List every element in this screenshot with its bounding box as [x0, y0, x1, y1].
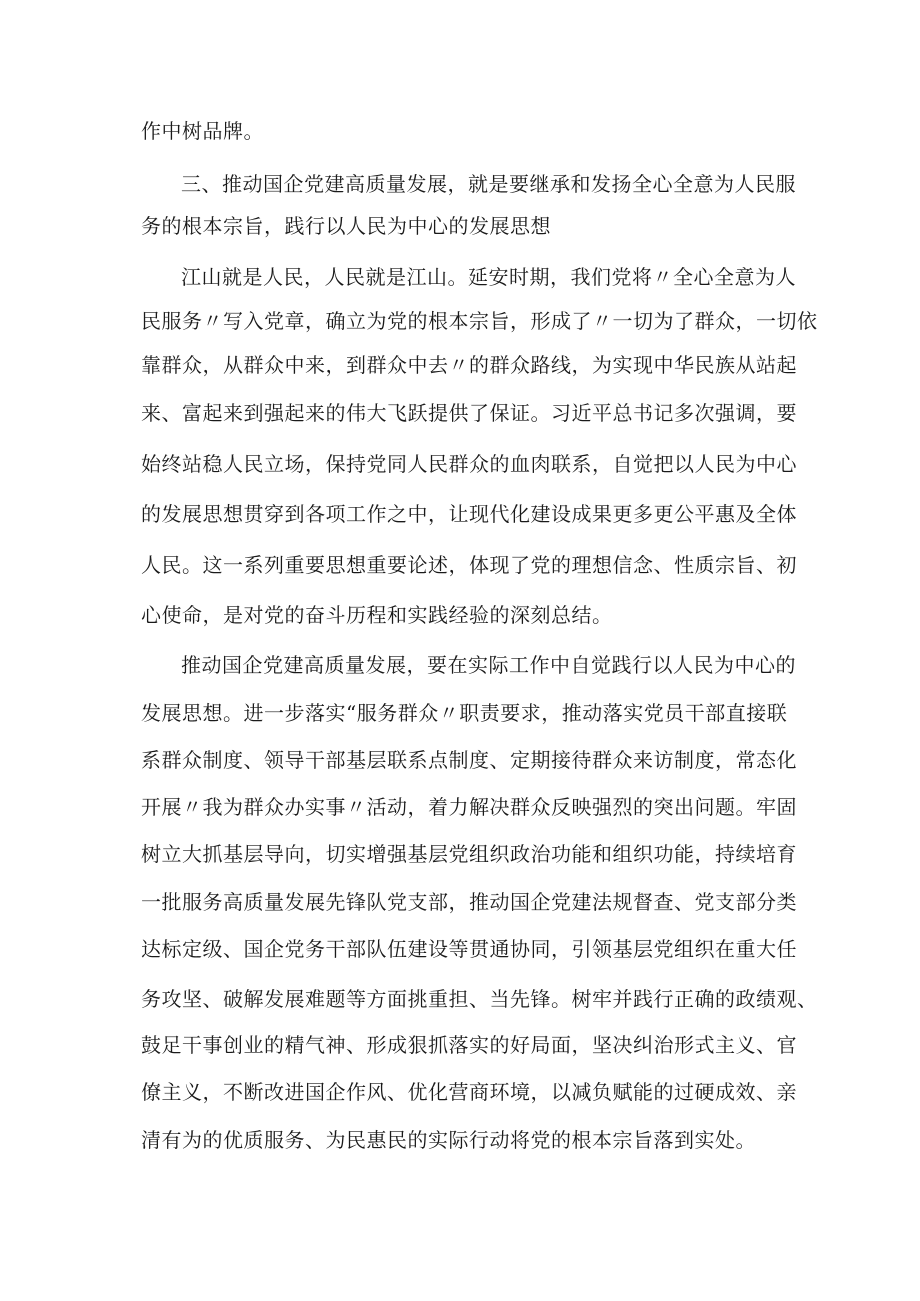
paragraph-line: 来、富起来到强起来的伟大飞跃提供了保证。习近平总书记多次强调，要: [141, 401, 797, 425]
paragraph-line: 开展〃我为群众办实事〃活动，着力解决群众反映强烈的突出问题。牢固: [141, 795, 797, 819]
paragraph-line: 人民。这一系列重要思想重要论述，体现了党的理想信念、性质宗旨、初: [141, 553, 797, 577]
paragraph-line: 一批服务高质量发展先锋队党支部，推动国企党建法规督查、党支部分类: [141, 890, 797, 914]
paragraph-line: 江山就是人民，人民就是江山。延安时期，我们党将〃全心全意为人: [181, 265, 796, 289]
paragraph-line: 僚主义，不断改进国企作风、优化营商环境，以减负赋能的过硬成效、亲: [141, 1080, 797, 1104]
paragraph-line: 务攻坚、破解发展难题等方面挑重担、当先锋。树牢并践行正确的政绩观、: [141, 987, 818, 1011]
paragraph-line: 作中树品牌。: [141, 119, 264, 143]
section-heading-line: 务的根本宗旨，践行以人民为中心的发展思想: [141, 214, 551, 238]
paragraph-line: 的发展思想贯穿到各项工作之中，让现代化建设成果更多更公平惠及全体: [141, 502, 797, 526]
paragraph-line: 靠群众，从群众中来，到群众中去〃的群众路线，为实现中华民族从站起: [141, 353, 797, 377]
paragraph-line: 达标定级、国企党务干部队伍建设等贯通协同，引领基层党组织在重大任: [141, 937, 797, 961]
paragraph-line: 民服务〃写入党章，确立为党的根本宗旨，形成了〃一切为了群众，一切依: [141, 309, 818, 333]
paragraph-line: 推动国企党建高质量发展，要在实际工作中自觉践行以人民为中心的: [181, 653, 796, 677]
paragraph-line: 鼓足干事创业的精气神、形成狠抓落实的好局面，坚决纠治形式主义、官: [141, 1033, 797, 1057]
paragraph-line: 系群众制度、领导干部基层联系点制度、定期接待群众来访制度，常态化: [141, 748, 797, 772]
section-heading-line: 三、推动国企党建高质量发展，就是要继承和发扬全心全意为人民服: [181, 172, 796, 196]
paragraph-line: 发展思想。进一步落实“服务群众〃职责要求，推动落实党员干部直接联: [141, 701, 788, 725]
paragraph-line: 树立大抓基层导向，切实增强基层党组织政治功能和组织功能，持续培育: [141, 842, 797, 866]
paragraph-line: 心使命，是对党的奋斗历程和实践经验的深刻总结。: [141, 603, 613, 627]
paragraph-line: 清有为的优质服务、为民惠民的实际行动将党的根本宗旨落到实处。: [141, 1128, 756, 1152]
paragraph-line: 始终站稳人民立场，保持党同人民群众的血肉联系，自觉把以人民为中心: [141, 452, 797, 476]
